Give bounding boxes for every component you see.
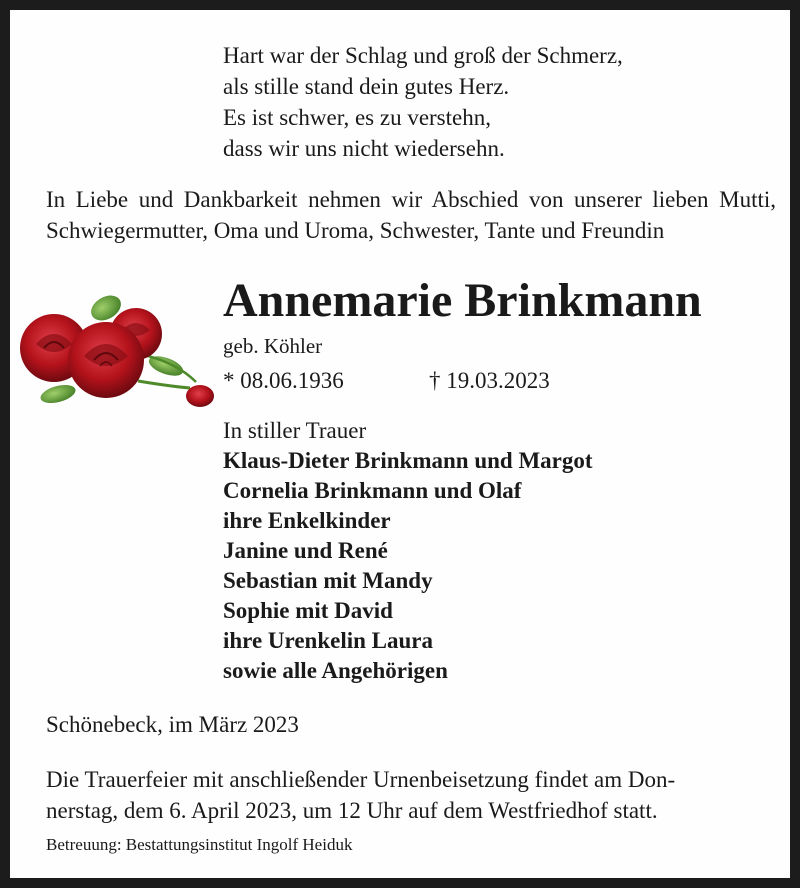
mourner-entry: Janine und René <box>223 538 388 563</box>
birth-name: geb. Köhler <box>223 334 323 358</box>
ceremony-line: Die Trauerfeier mit anschließender Urnenbeisetzung findet am Don- <box>46 767 676 792</box>
verse-line: als stille stand dein gutes Herz. <box>223 74 510 99</box>
mourner-entry: Sebastian mit Mandy <box>223 568 433 593</box>
deceased-name: Annemarie Brinkmann <box>223 274 702 327</box>
verse-line: dass wir uns nicht wiedersehn. <box>223 136 505 161</box>
birth-date: * 08.06.1936 <box>223 368 344 393</box>
ceremony-notice <box>46 764 776 826</box>
mourner-entry: Sophie mit David <box>223 598 393 623</box>
funeral-home-credit: Betreuung: Bestattungsinstitut Ingolf Heiduk <box>46 835 353 854</box>
mourner-entry: Cornelia Brinkmann und Olaf <box>223 478 522 503</box>
mourner-entry: sowie alle Angehörigen <box>223 658 448 683</box>
ceremony-line: nerstag, dem 6. April 2023, um 12 Uhr auf dem Westfriedhof statt. <box>46 798 658 823</box>
life-dates <box>223 366 550 396</box>
place-and-date: Schönebeck, im März 2023 <box>46 712 299 737</box>
verse-line: Es ist schwer, es zu verstehn, <box>223 105 491 130</box>
farewell-intro: In Liebe und Dankbarkeit nehmen wir Abschied von unserer lieben Mutti, Schwiegermutter, Oma und Uroma, Schwester, Tante und Freundin <box>46 187 776 243</box>
verse-line: Hart war der Schlag und groß der Schmerz, <box>223 43 623 68</box>
memorial-verse <box>223 40 623 164</box>
mourners-list <box>223 416 593 686</box>
mourner-entry: Klaus-Dieter Brinkmann und Margot <box>223 448 593 473</box>
mourner-entry: ihre Enkelkinder <box>223 508 391 533</box>
roses-icon <box>18 286 218 412</box>
mourning-lead: In stiller Trauer <box>223 418 367 443</box>
death-date: † 19.03.2023 <box>429 368 550 393</box>
mourner-entry: ihre Urenkelin Laura <box>223 628 433 653</box>
